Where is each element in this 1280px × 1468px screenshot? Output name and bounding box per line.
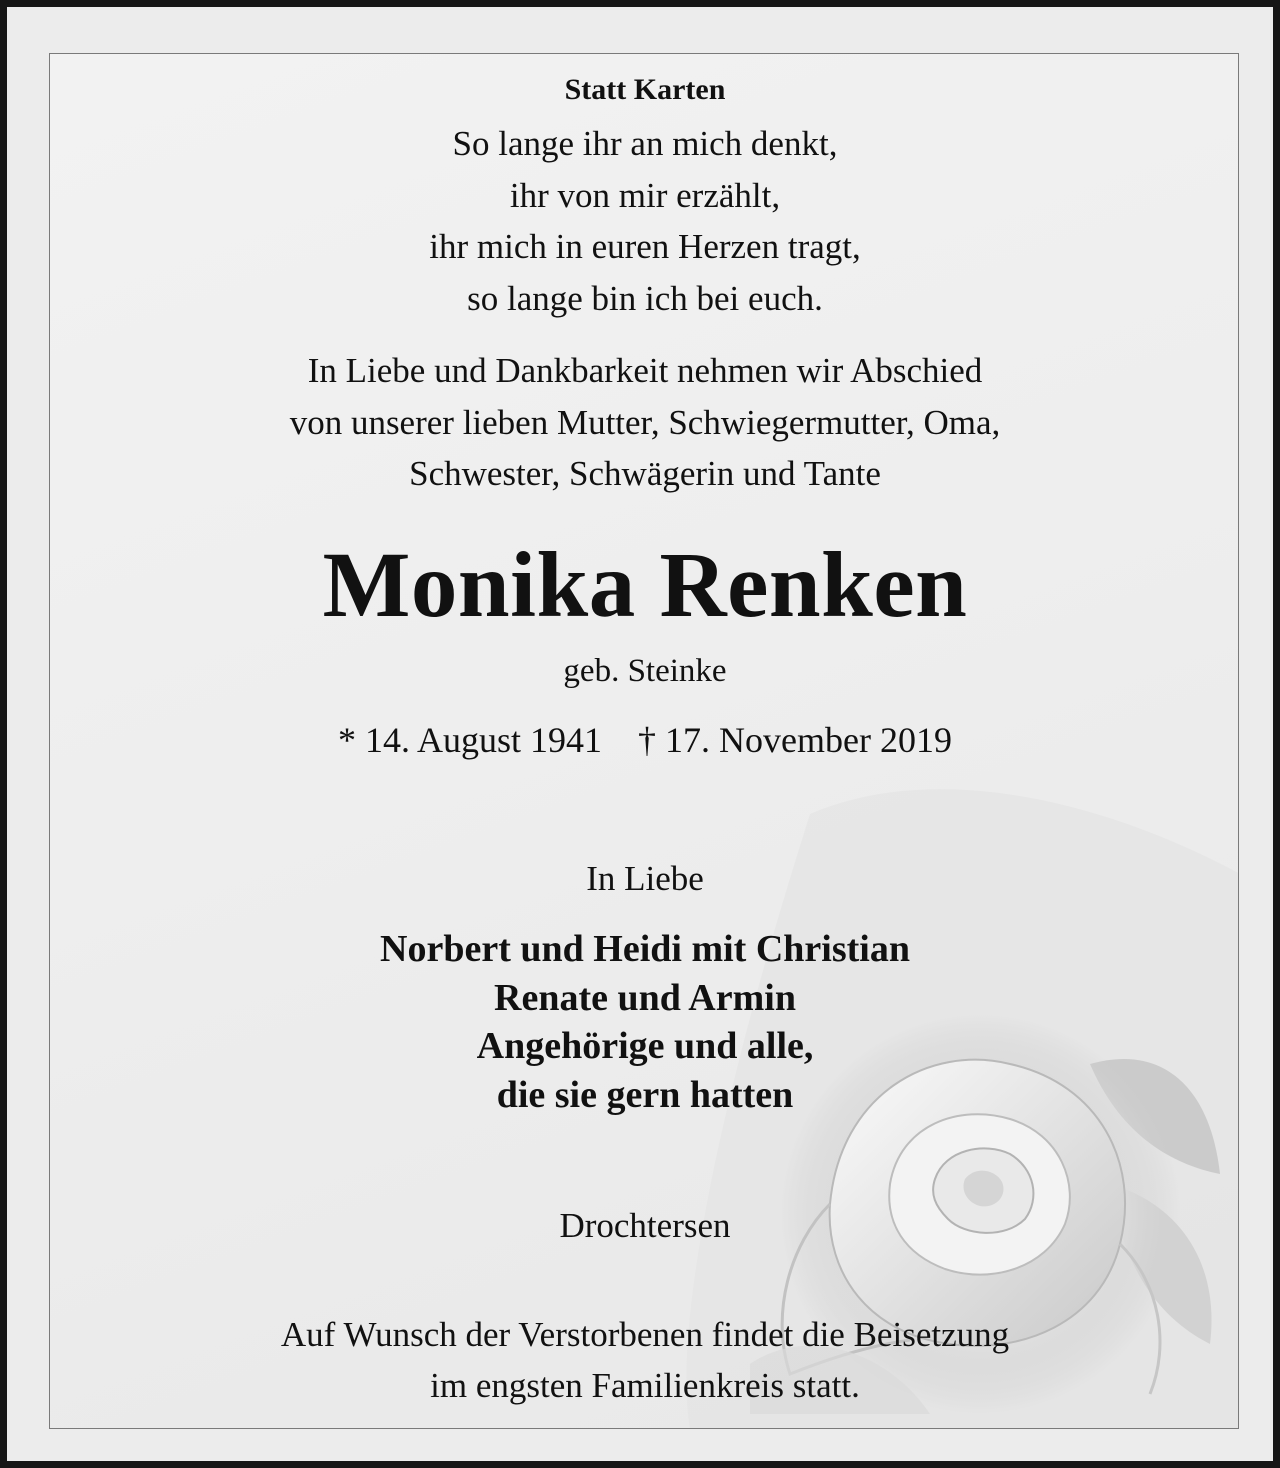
mourners-list: [50, 925, 1239, 1119]
deceased-name: Monika Renken: [322, 534, 968, 637]
farewell-intro: [50, 345, 1239, 500]
love-line: In Liebe: [586, 859, 704, 898]
mourner-line: die sie gern hatten: [496, 1073, 794, 1116]
poem-line: So lange ihr an mich denkt,: [452, 124, 838, 163]
poem: [50, 118, 1239, 324]
burial-notice: [50, 1309, 1239, 1411]
maiden-name: geb. Steinke: [563, 653, 727, 689]
notice-panel: [49, 53, 1239, 1429]
poem-line: ihr mich in euren Herzen tragt,: [429, 227, 861, 266]
place: Drochtersen: [559, 1206, 731, 1245]
life-dates: [50, 719, 1239, 761]
intro-line: von unserer lieben Mutter, Schwiegermutter, Oma,: [289, 402, 1001, 442]
mourner-line: Angehörige und alle,: [476, 1025, 814, 1067]
birth-date: * 14. August 1941: [338, 720, 603, 760]
poem-line: so lange bin ich bei euch.: [467, 278, 823, 318]
poem-line: ihr von mir erzählt,: [509, 175, 781, 215]
mourner-line: Renate und Armin: [494, 976, 796, 1019]
mourner-line: Norbert und Heidi mit Christian: [380, 928, 910, 970]
death-date: † 17. November 2019: [638, 720, 952, 760]
intro-line: In Liebe und Dankbarkeit nehmen wir Abschied: [307, 351, 983, 390]
notice-header: Statt Karten: [564, 73, 726, 106]
burial-notice-line: im engsten Familienkreis statt.: [430, 1366, 860, 1405]
burial-notice-line: Auf Wunsch der Verstorbenen findet die Beisetzung: [280, 1315, 1010, 1354]
intro-line: Schwester, Schwägerin und Tante: [409, 454, 881, 493]
